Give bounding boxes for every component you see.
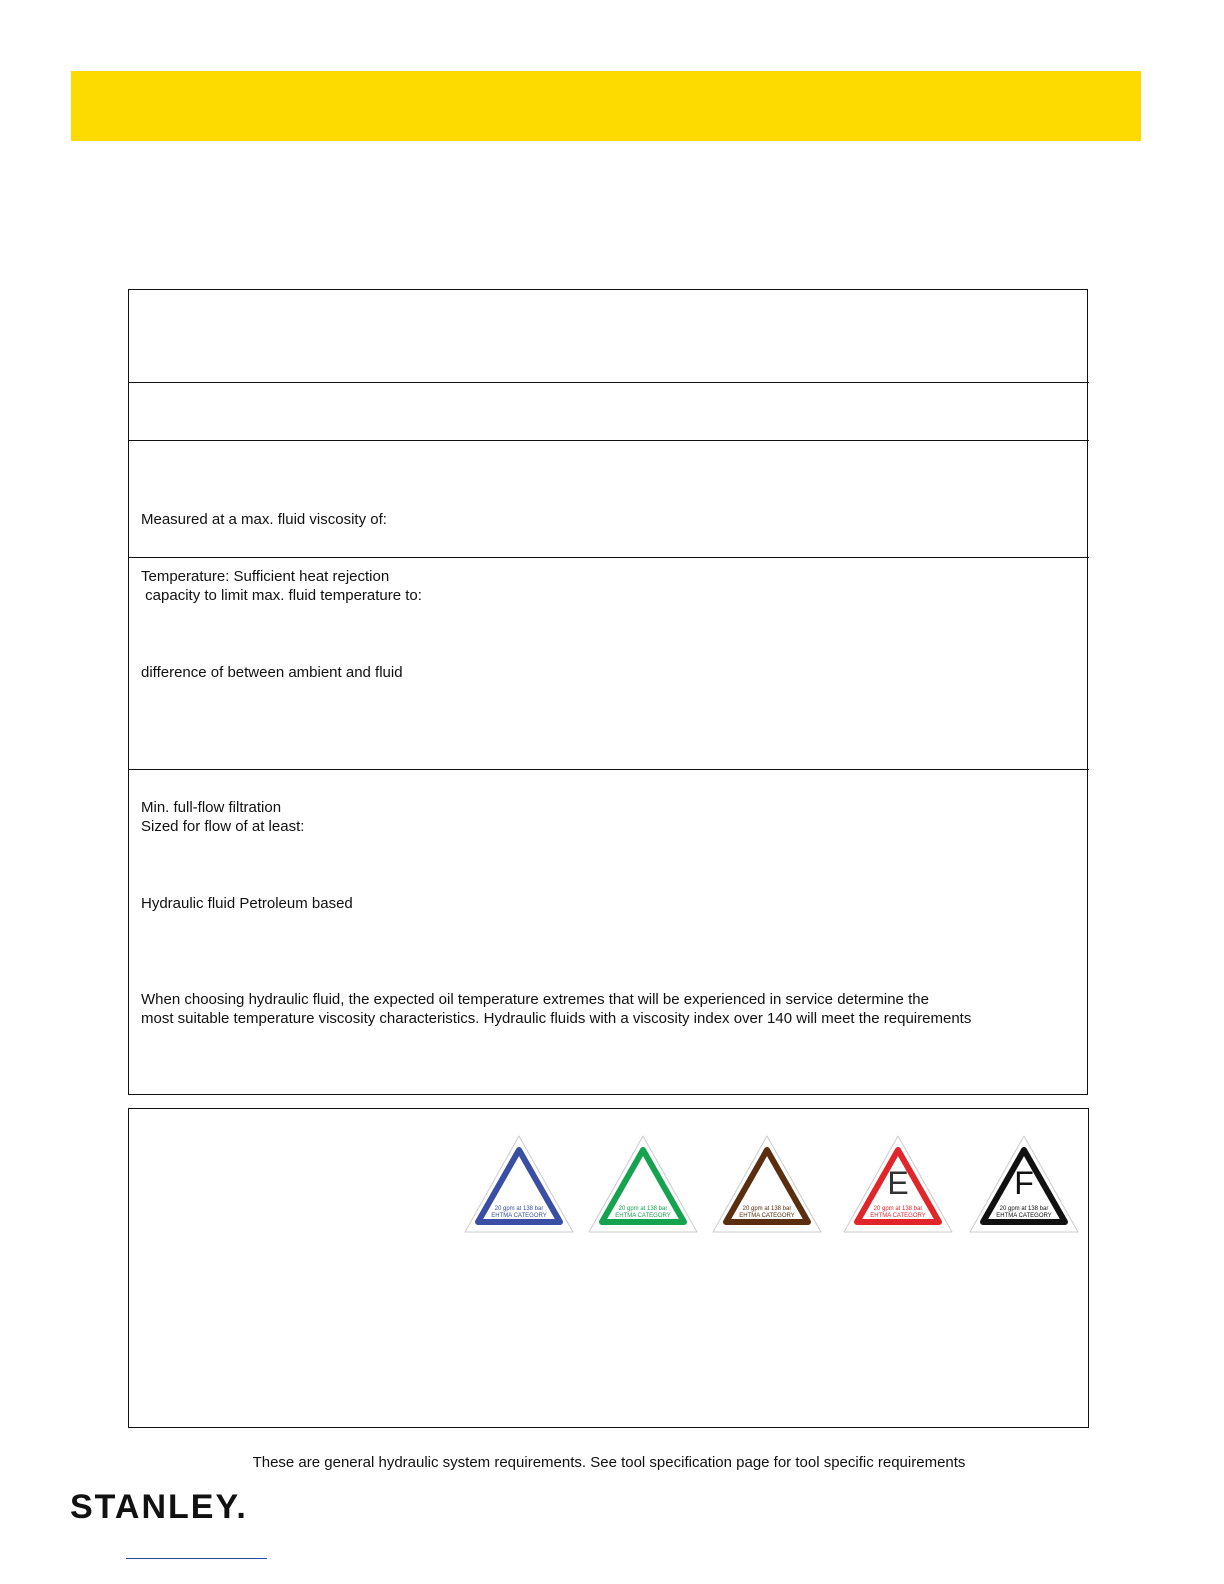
category-flow-label: 20 gpm at 138 bar	[742, 1206, 792, 1212]
requirements-table	[128, 289, 1088, 1095]
table-divider	[128, 440, 1089, 441]
category-name-label: EHTMA CATEGORY	[870, 1213, 926, 1219]
header-banner	[71, 71, 1141, 141]
flow-label: Sized for flow of at least:	[141, 818, 305, 835]
difference-label: difference of between ambient and fluid	[141, 664, 403, 681]
ehtma-category-icon	[842, 1134, 954, 1236]
category-flow-label: 20 gpm at 138 bar	[873, 1206, 923, 1212]
ehtma-category-icon	[587, 1134, 699, 1236]
footer-link-underline	[126, 1558, 267, 1559]
fluid-note-line2: most suitable temperature viscosity characteristics. Hydraulic fluids with a viscosity index over 140 will meet the requirements	[141, 1010, 972, 1027]
category-name-label: EHTMA CATEGORY	[739, 1213, 795, 1219]
category-flow-label: 20 gpm at 138 bar	[999, 1206, 1049, 1212]
category-name-label: EHTMA CATEGORY	[996, 1213, 1052, 1219]
category-letter: E	[887, 1165, 909, 1201]
fluid-note-line1: When choosing hydraulic fluid, the expected oil temperature extremes that will be experienced in service determine the	[141, 991, 929, 1008]
stanley-logo	[70, 1488, 248, 1527]
temperature-label: Temperature: Sufficient heat rejection	[141, 568, 390, 585]
ehtma-category-icon	[463, 1134, 575, 1236]
category-flow-label: 20 gpm at 138 bar	[494, 1206, 544, 1212]
table-divider	[128, 382, 1089, 383]
category-letter: F	[1014, 1165, 1034, 1201]
table-divider	[128, 557, 1089, 558]
fluid-label: Hydraulic fluid Petroleum based	[141, 895, 353, 912]
ehtma-category-icon	[711, 1134, 823, 1236]
ehtma-category-icon	[968, 1134, 1080, 1236]
category-name-label: EHTMA CATEGORY	[491, 1213, 547, 1219]
category-flow-label: 20 gpm at 138 bar	[618, 1206, 668, 1212]
brand-text: STANLEY.	[70, 1488, 248, 1526]
category-name-label: EHTMA CATEGORY	[615, 1213, 671, 1219]
temperature-label-cont: capacity to limit max. fluid temperature to:	[141, 587, 422, 604]
table-divider	[128, 769, 1089, 770]
filtration-label: Min. full-flow filtration	[141, 799, 282, 816]
viscosity-label: Measured at a max. fluid viscosity of:	[141, 511, 387, 528]
footer-note: These are general hydraulic system requirements. See tool specification page for tool specific requirements	[252, 1454, 966, 1471]
